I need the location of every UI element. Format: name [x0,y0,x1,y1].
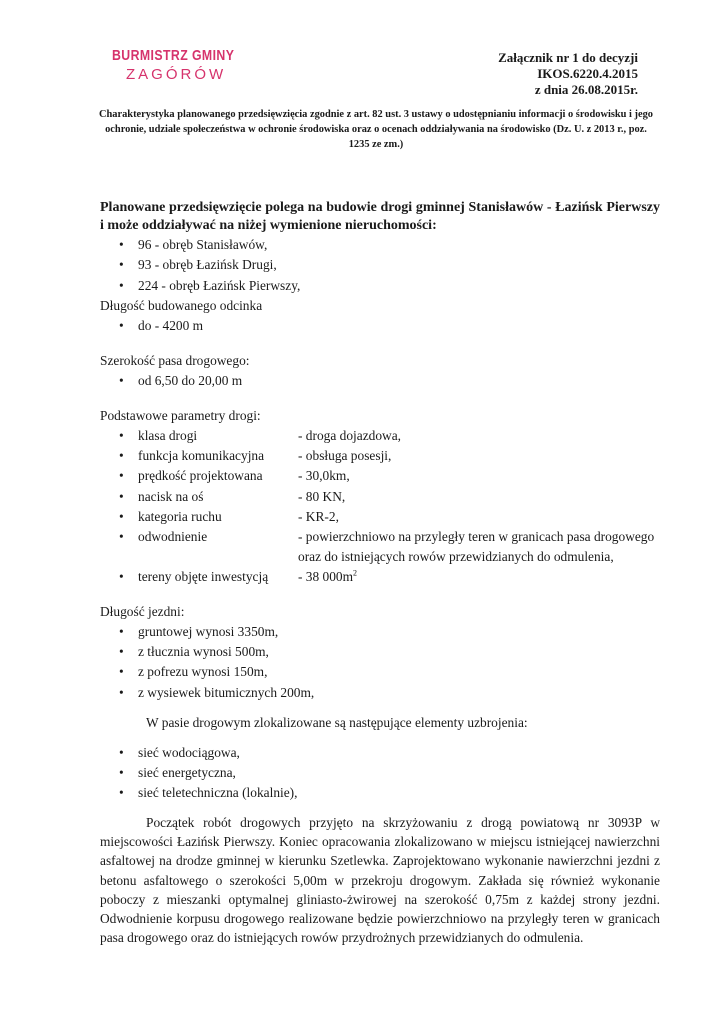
length-label: Długość budowanego odcinka [100,297,263,313]
list-item: • sieć teletechniczna (lokalnie), [100,783,660,803]
params-label: Podstawowe parametry drogi: [100,408,261,424]
list-item: • z wysiewek bitumicznych 200m, [100,683,660,703]
closing-paragraph: Początek robót drogowych przyjęto na skrzyżowaniu z drogą powiatową nr 3093P w miejscowości Łazińsk Pierwszy. Koniec opracowania zlokalizowano w miejscu istniejącej nawierzchni asfaltowej na drodze gminnej w kierunku Szetlewka. Zaprojektowano wykonanie nawierzchni jezdni z betonu asfaltowego o szerokości 5,00m w przekroju drogowym. Zakłada się również wykonanie poboczy z mieszanki optymalnej gliniasto-żwirowej na szerokość 0,75m z każdej strony jezdni. Odwodnienie korpusu drogowego realizowane będzie powierzchniowo na przyległy teren w granicach pasa drogowego oraz do istniejących rowów przydrożnych przewidzianych do odmulenia. [100,815,660,946]
stamp-town: ZAGÓRÓW [126,66,227,84]
params-list [100,426,660,587]
param-row: • funkcja komunikacyjna - obsługa posesji, [100,446,660,466]
list-item: • z pofrezu wynosi 150m, [100,662,660,682]
param-row: • kategoria ruchu - KR-2, [100,507,660,527]
annex-number: Załącznik nr 1 do decyzji [498,50,638,65]
roadway-list [100,622,660,702]
legal-basis: Charakterystyka planowanego przedsięwzięcia zgodnie z art. 82 ust. 3 ustawy o udostępnianiu informacji o środowisku i jego ochronie, udziale społeczeństwa w ochronie środowiska oraz o ocenach oddziaływania na środowisko (Dz. U. z 2013 r., poz. 1235 ze zm.) [99,109,653,150]
utilities-label: W pasie drogowym zlokalizowane są następujące elementy uzbrojenia: [146,714,528,730]
case-number: IKOS.6220.4.2015 [537,65,638,81]
intro-paragraph: Planowane przedsięwzięcie polega na budowie drogi gminnej Stanisławów - Łazińsk Pierwszy i może oddziaływać na niżej wymienione nieruchomości: [100,200,660,234]
list-item: • sieć wodociągowa, [100,743,660,763]
utilities-list [100,743,660,803]
stamp-title: BURMISTRZ GMINY [112,47,235,64]
list-item: • sieć energetyczna, [100,763,660,783]
roadway-label: Długość jezdni: [100,604,185,620]
list-item: • 96 - obręb Stanisławów, [100,235,660,255]
param-row: • klasa drogi - droga dojazdowa, [100,426,660,446]
length-value: • do - 4200 m [100,316,660,336]
width-label: Szerokość pasa drogowego: [100,352,250,368]
param-row: • nacisk na oś - 80 KN, [100,487,660,507]
list-item: • 93 - obręb Łazińsk Drugi, [100,255,660,275]
param-row: • odwodnienie - powierzchniowo na przyległy teren w granicach pasa drogowego oraz do istniejących rowów przewidzianych do odmulenia, [100,527,660,567]
param-row: • tereny objęte inwestycją - 38 $000m^2$ [100,567,660,587]
decision-date: z dnia 26.08.2015r. [534,81,638,97]
document-body [100,199,660,947]
list-item: • z tłucznia wynosi 500m, [100,642,660,662]
list-item: • 224 - obręb Łazińsk Pierwszy, [100,276,660,296]
list-item: • gruntowej wynosi 3350m, [100,622,660,642]
property-list [100,235,660,295]
param-row: • prędkość projektowana - 30,0km, [100,466,660,486]
office-stamp [112,47,252,84]
annex-reference [498,50,638,98]
width-value: • od 6,50 do 20,00 m [100,371,660,391]
